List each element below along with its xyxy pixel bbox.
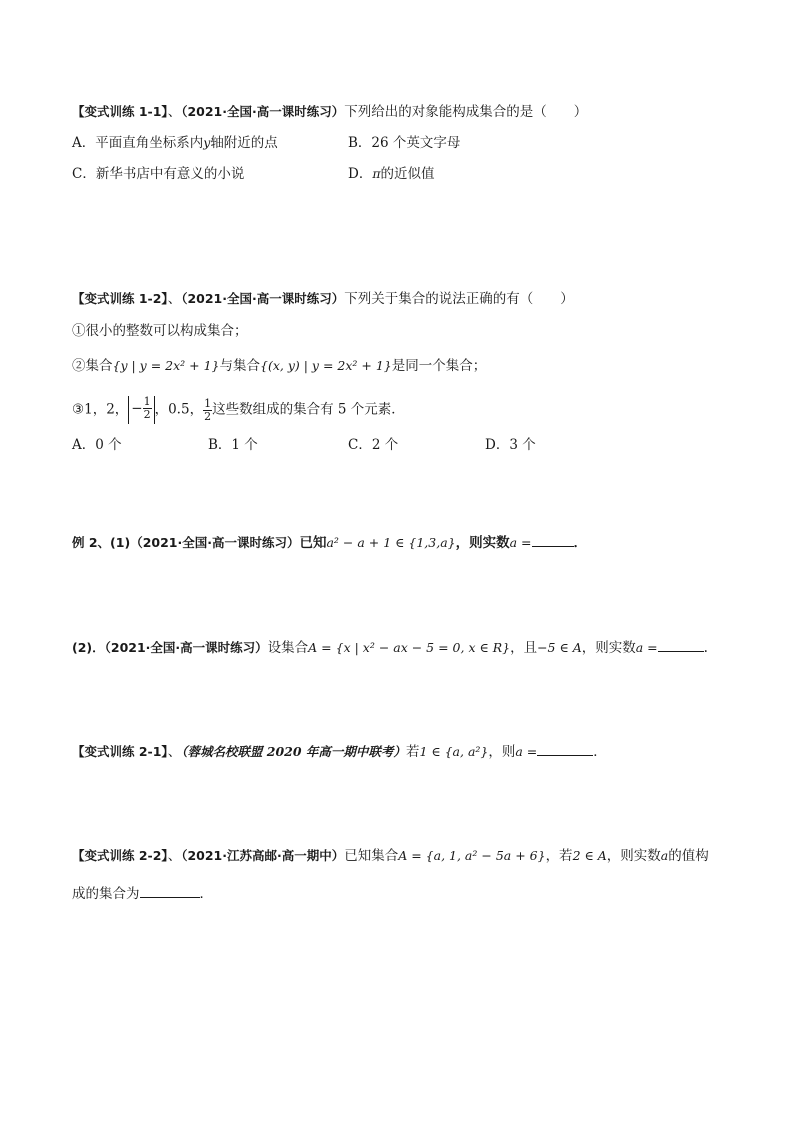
example-label: 例 2、(1) xyxy=(72,535,131,550)
math-pi: π xyxy=(372,166,381,181)
separator: 、 xyxy=(167,291,182,307)
fraction xyxy=(143,396,152,421)
fraction xyxy=(203,398,212,423)
option-c xyxy=(348,435,398,455)
statement-3-end: 这些数组成的集合有 5 个元素． xyxy=(212,401,405,418)
statement-2-mid: 与集合 xyxy=(219,358,260,374)
option-a-text: A．平面直角坐标系内 xyxy=(72,135,204,151)
denominator: 2 xyxy=(143,408,151,421)
question-text: 成的集合为 xyxy=(72,886,140,902)
question-2-2-line-2 xyxy=(72,884,213,904)
answer-blank[interactable] xyxy=(532,534,574,547)
question-source: （2021·全国·高一课时练习） xyxy=(104,640,268,655)
question-text-mid: ，且 xyxy=(510,640,538,656)
option-b xyxy=(348,133,460,153)
question-text: 设集合 xyxy=(267,640,309,656)
separator: 、 xyxy=(167,848,182,864)
option-d-label: D． xyxy=(348,166,373,182)
option-d xyxy=(348,164,435,184)
answer-blank[interactable] xyxy=(537,743,593,756)
math-expression: a² − a + 1 ∈ {1,3,a} xyxy=(326,535,456,550)
question-1-2-stem xyxy=(72,289,574,309)
question-text: 若 xyxy=(405,744,420,760)
statement-1-text: ①很小的整数可以构成集合； xyxy=(72,323,248,339)
statement-2-end: 是同一个集合； xyxy=(391,358,487,374)
answer-blank[interactable] xyxy=(140,885,200,898)
question-text: 已知 xyxy=(299,535,327,551)
statement-2 xyxy=(72,356,486,376)
absolute-value xyxy=(128,396,154,424)
statement-3 xyxy=(72,396,405,424)
question-text: 下列给出的对象能构成集合的是（ ） xyxy=(344,104,588,120)
question-1-1-stem xyxy=(72,102,587,122)
question-2-2 xyxy=(72,846,709,866)
math-expression: A = {x | x² − ax − 5 = 0, x ∈ R} xyxy=(308,640,511,655)
numerator: 1 xyxy=(143,395,151,408)
question-text: 已知集合 xyxy=(344,848,399,864)
math-variable: y xyxy=(203,135,211,150)
math-variable: a = xyxy=(515,744,538,759)
math-variable: a = xyxy=(635,640,658,655)
math-expression: A = {a, 1, a² − 5a + 6} xyxy=(398,848,546,863)
option-d-text: 的近似值 xyxy=(380,166,435,182)
example-2-part-2 xyxy=(72,638,708,658)
question-source: （2021·全国·高一课时练习） xyxy=(130,535,300,550)
question-text-mid-2: ，则实数 xyxy=(581,640,636,656)
example-2-part-1 xyxy=(72,533,587,553)
period: . xyxy=(703,640,708,656)
option-c-text: C．新华书店中有意义的小说 xyxy=(72,166,245,182)
math-expression-2: −5 ∈ A xyxy=(537,640,582,655)
period: ． xyxy=(573,535,588,551)
question-tag: 【变式训练 1-2】 xyxy=(72,291,168,306)
period: ． xyxy=(199,886,213,902)
example-label: (2)． xyxy=(72,640,105,655)
option-d xyxy=(485,435,536,455)
option-a-text: A．0 个 xyxy=(72,437,122,453)
period: ． xyxy=(593,744,607,760)
question-tag: 【变式训练 2-2】 xyxy=(72,848,168,863)
math-expression: 1 ∈ {a, a²} xyxy=(419,744,489,759)
math-expression-2: 2 ∈ A xyxy=(572,848,607,863)
statement-1 xyxy=(72,321,248,341)
option-a xyxy=(72,133,278,153)
question-text-mid-2: ，则实数 xyxy=(606,848,661,864)
option-d-text: D．3 个 xyxy=(485,437,536,453)
question-text: 下列关于集合的说法正确的有（ ） xyxy=(344,291,574,307)
question-text-mid: ，若 xyxy=(545,848,573,864)
option-a-text-end: 轴附近的点 xyxy=(210,135,278,151)
option-a xyxy=(72,435,122,455)
question-text-mid: ，则 xyxy=(488,744,516,760)
separator: 、 xyxy=(167,104,182,120)
minus-sign: − xyxy=(131,400,143,417)
denominator: 2 xyxy=(204,409,212,423)
option-b xyxy=(208,435,258,455)
question-tag: 【变式训练 2-1】 xyxy=(72,744,168,759)
option-c xyxy=(72,164,244,184)
math-set-1: {y | y = 2x² + 1} xyxy=(112,358,220,373)
statement-2-text: ②集合 xyxy=(72,358,113,374)
math-variable: a xyxy=(660,848,669,863)
statement-3-mid: ，0.5， xyxy=(154,401,204,418)
question-source: （2021·全国·高一课时练习） xyxy=(181,291,345,306)
question-text-mid: ，则实数 xyxy=(455,535,510,551)
question-source: （2021·全国·高一课时练习） xyxy=(181,104,345,119)
option-b-text: B．1 个 xyxy=(208,437,258,453)
separator: 、 xyxy=(167,744,182,760)
question-2-1 xyxy=(72,742,607,762)
question-text-end: 的值构 xyxy=(668,848,709,864)
question-tag: 【变式训练 1-1】 xyxy=(72,104,168,119)
question-source: （2021·江苏高邮·高一期中） xyxy=(181,848,345,863)
math-set-2: {(x, y) | y = 2x² + 1} xyxy=(260,358,392,373)
option-b-text: B．26 个英文字母 xyxy=(348,135,461,151)
numerator: 1 xyxy=(204,396,212,410)
statement-3-text: ③1，2， xyxy=(72,401,129,418)
math-variable: a = xyxy=(509,535,532,550)
question-source: （蓉城名校联盟 2020 年高一期中联考） xyxy=(181,744,406,759)
answer-blank[interactable] xyxy=(658,639,704,652)
option-c-text: C．2 个 xyxy=(348,437,399,453)
